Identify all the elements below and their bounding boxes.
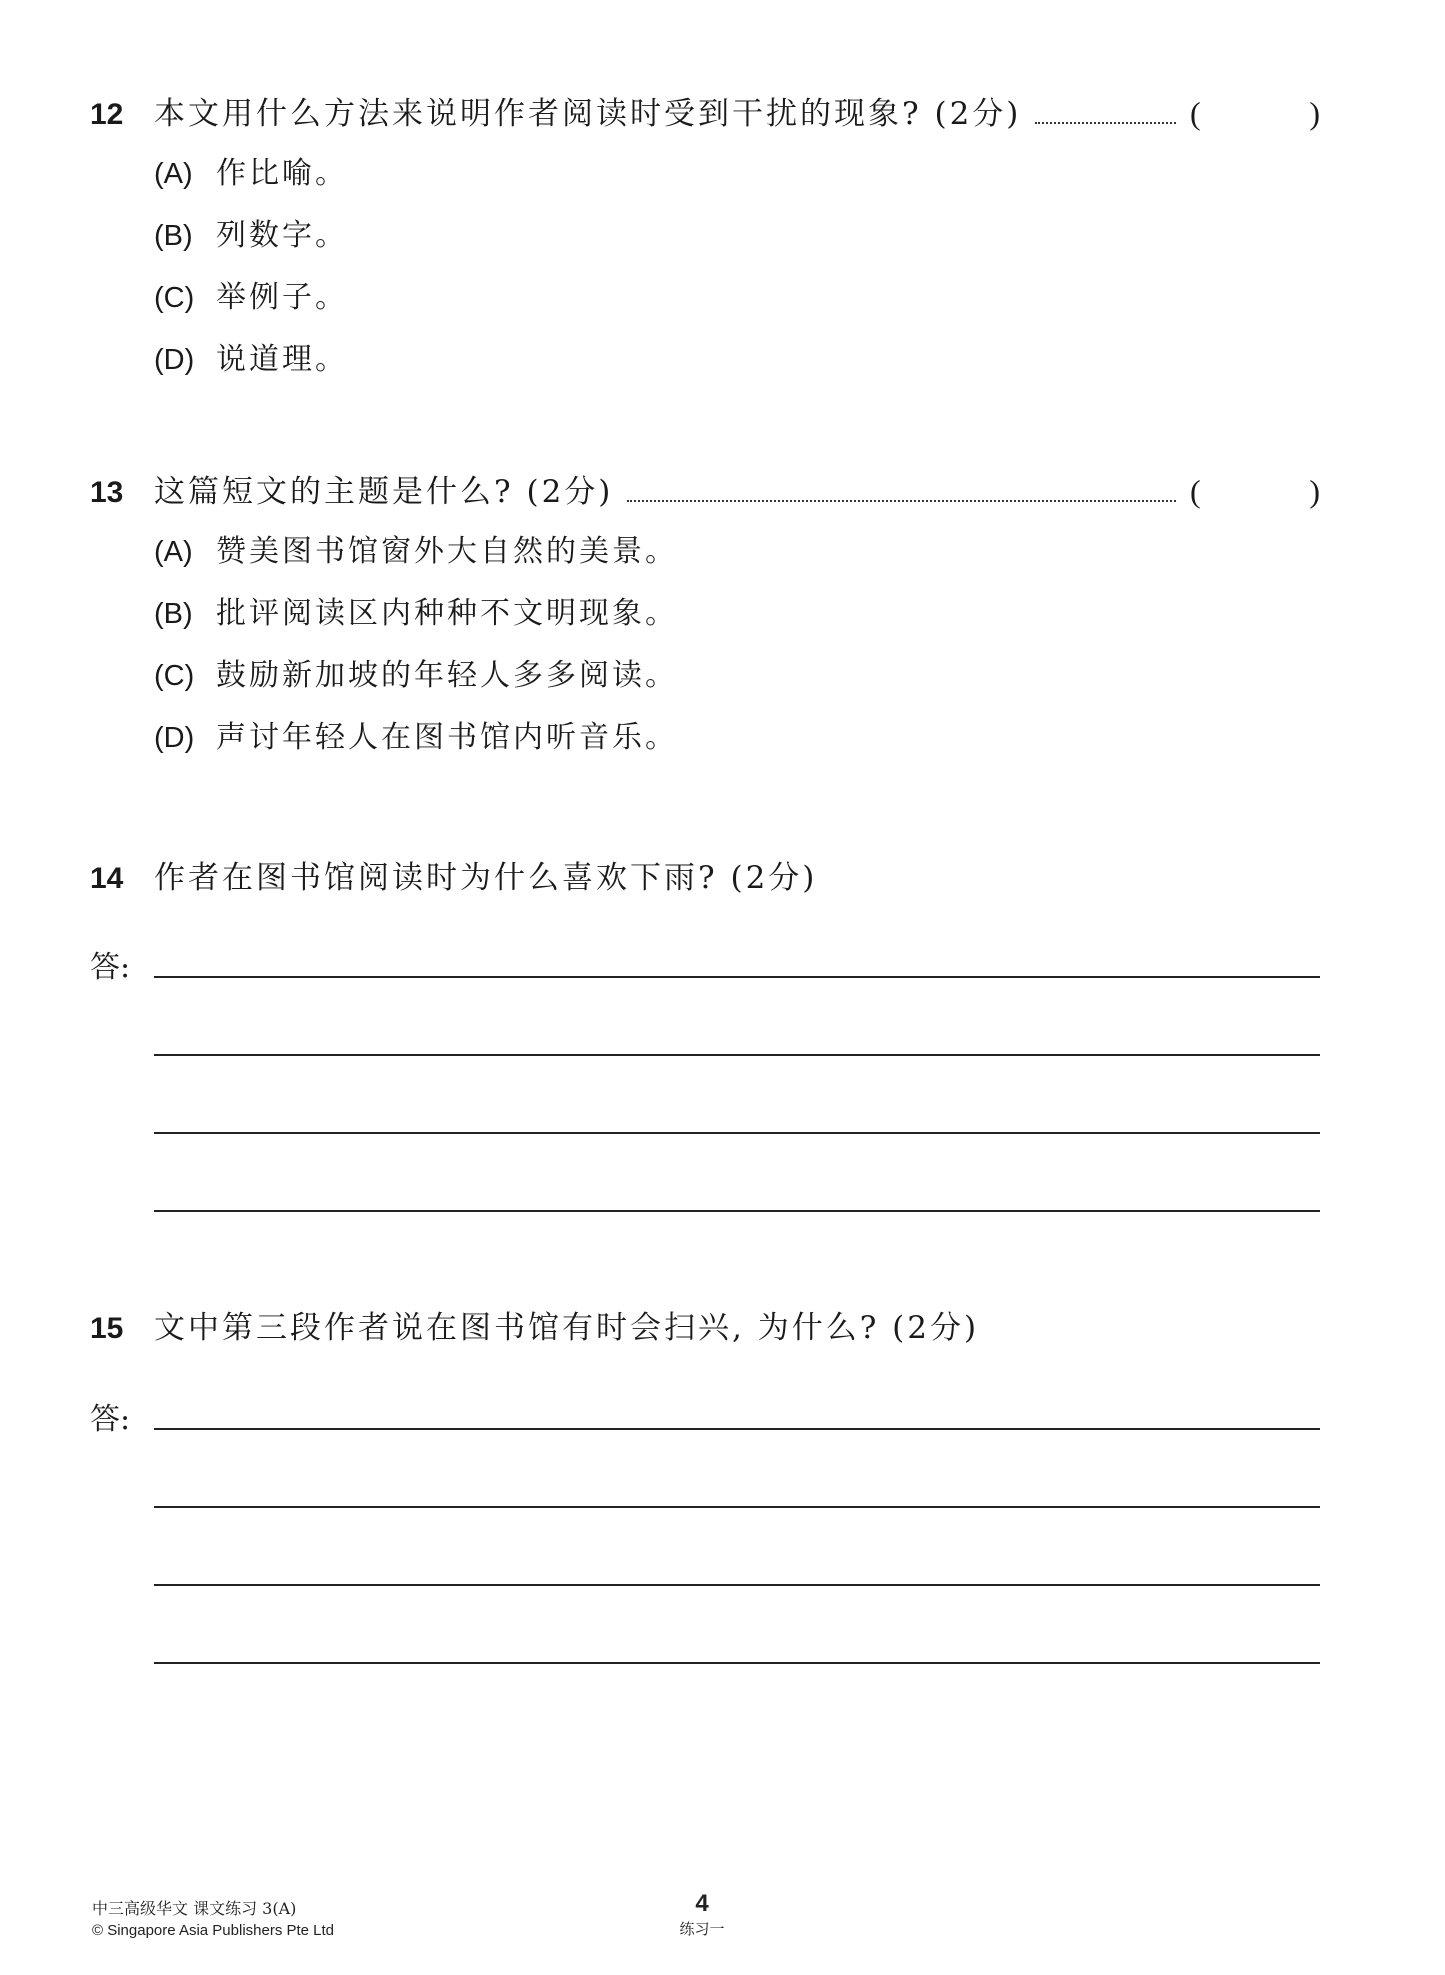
option-text: 说道理。	[216, 342, 348, 377]
answer-underline[interactable]	[154, 975, 1320, 978]
question-number: 14	[90, 862, 124, 895]
option-d	[154, 712, 1320, 774]
option-text: 列数字。	[216, 218, 348, 253]
question-13	[90, 466, 1320, 774]
answer-line[interactable]	[90, 1596, 1320, 1674]
book-title: 中三高级华文 课文练习 3(A)	[92, 1899, 297, 1918]
option-text: 声讨年轻人在图书馆内听音乐。	[216, 720, 678, 755]
option-label: (B)	[154, 220, 193, 252]
bracket-close: )	[1309, 95, 1320, 131]
copyright-notice: © Singapore Asia Publishers Pte Ltd	[92, 1922, 335, 1939]
option-text: 赞美图书馆窗外大自然的美景。	[216, 534, 678, 569]
question-number: 15	[90, 1312, 124, 1345]
answer-underline[interactable]	[154, 1053, 1320, 1056]
question-14	[90, 852, 1320, 902]
bracket-close: )	[1309, 473, 1320, 509]
option-d	[154, 334, 1320, 396]
footer-left	[92, 1898, 334, 1942]
question-text: 本文用什么方法来说明作者阅读时受到干扰的现象? (2分)	[154, 96, 1022, 132]
option-label: (A)	[154, 158, 193, 190]
answer-underline[interactable]	[154, 1661, 1320, 1664]
option-label: (B)	[154, 598, 193, 630]
option-c	[154, 650, 1320, 712]
answer-label: 答:	[90, 1402, 131, 1437]
question-15-header	[90, 1302, 1320, 1352]
answer-line[interactable]	[90, 1440, 1320, 1518]
answer-line[interactable]	[90, 988, 1320, 1066]
answer-underline[interactable]	[154, 1505, 1320, 1508]
option-text: 举例子。	[216, 280, 348, 315]
bracket-open: (	[1190, 473, 1201, 509]
footer-center	[652, 1890, 752, 1940]
answer-area-14[interactable]	[90, 910, 1320, 1222]
answer-underline[interactable]	[154, 1583, 1320, 1586]
option-label: (D)	[154, 344, 195, 376]
answer-line[interactable]	[90, 1518, 1320, 1596]
option-a	[154, 148, 1320, 210]
bracket-open: (	[1190, 95, 1201, 131]
option-label: (A)	[154, 536, 193, 568]
option-text: 批评阅读区内种种不文明现象。	[216, 596, 678, 631]
option-text: 鼓励新加坡的年轻人多多阅读。	[216, 658, 678, 693]
question-14-header	[90, 852, 1320, 902]
answer-line[interactable]	[90, 910, 1320, 988]
answer-underline[interactable]	[154, 1131, 1320, 1134]
section-name: 练习一	[679, 1920, 725, 1938]
question-number: 13	[90, 476, 124, 509]
answer-bracket[interactable]	[1190, 473, 1320, 510]
option-b	[154, 588, 1320, 650]
answer-underline[interactable]	[154, 1427, 1320, 1430]
option-label: (C)	[154, 282, 195, 314]
options-list	[154, 526, 1320, 774]
option-text: 作比喻。	[216, 156, 348, 191]
question-number: 12	[90, 98, 124, 131]
answer-underline[interactable]	[154, 1209, 1320, 1212]
options-list	[154, 148, 1320, 396]
question-text: 文中第三段作者说在图书馆有时会扫兴, 为什么? (2分)	[154, 1310, 980, 1346]
answer-line[interactable]	[90, 1362, 1320, 1440]
option-c	[154, 272, 1320, 334]
answer-bracket[interactable]	[1190, 95, 1320, 132]
question-13-header	[90, 466, 1320, 516]
leader-dots	[1035, 121, 1176, 124]
answer-label: 答:	[90, 950, 131, 985]
answer-area-15[interactable]	[90, 1362, 1320, 1674]
leader-dots	[627, 499, 1176, 502]
page-number: 4	[695, 1890, 709, 1917]
answer-line[interactable]	[90, 1066, 1320, 1144]
option-b	[154, 210, 1320, 272]
option-label: (C)	[154, 660, 195, 692]
question-15	[90, 1302, 1320, 1352]
option-a	[154, 526, 1320, 588]
question-text: 这篇短文的主题是什么? (2分)	[154, 474, 614, 510]
question-12-header	[90, 88, 1320, 138]
question-12	[90, 88, 1320, 396]
answer-line[interactable]	[90, 1144, 1320, 1222]
option-label: (D)	[154, 722, 195, 754]
question-text: 作者在图书馆阅读时为什么喜欢下雨? (2分)	[154, 860, 818, 896]
